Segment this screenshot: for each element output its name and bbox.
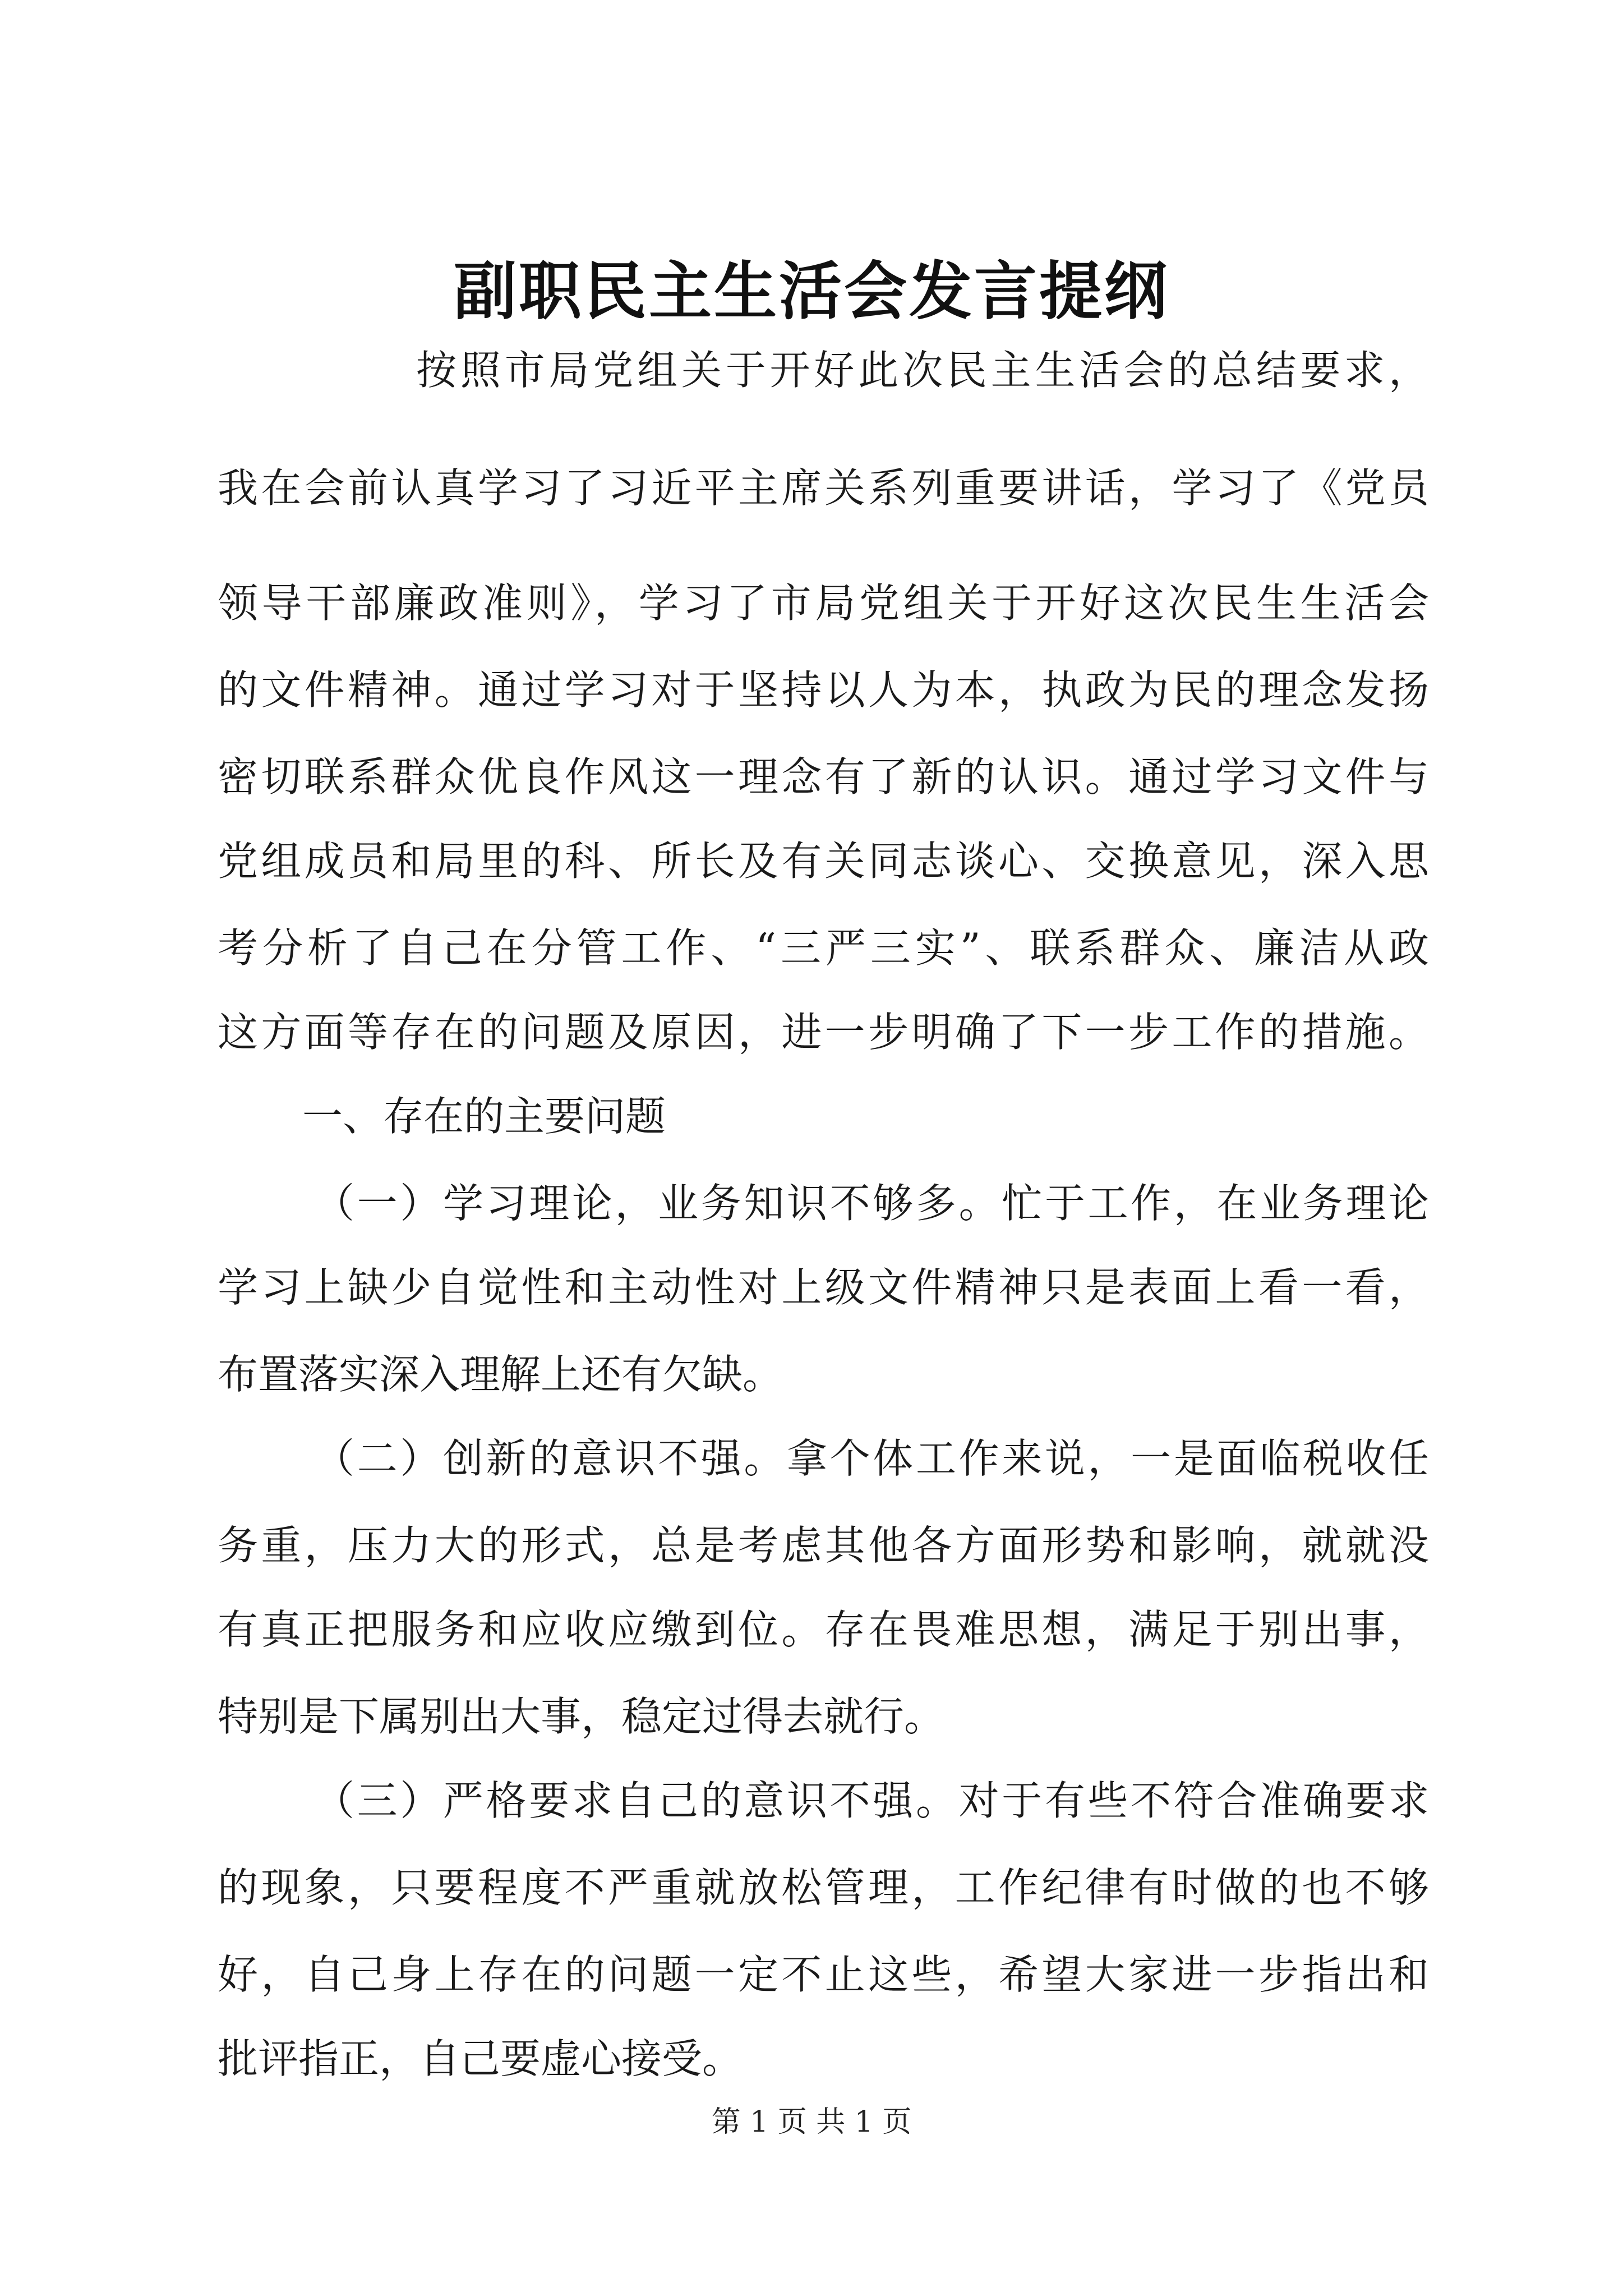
item-3-line-4: 批评指正，自己要虚心接受。 [218, 2035, 743, 2082]
item-1-line-1: （一）学习理论，业务知识不够多。忙于工作，在业务理论 [314, 1180, 1429, 1227]
paragraph-intro-line-8: 这方面等存在的问题及原因，进一步明确了下一步工作的措施。 [218, 1009, 1429, 1056]
paragraph-intro-line-4: 的文件精神。通过学习对于坚持以人为本，执政为民的理念发扬 [218, 666, 1429, 714]
document-title: 副职民主生活会发言提纲 [454, 255, 1169, 328]
item-2-line-2: 务重，压力大的形式，总是考虑其他各方面形势和影响，就就没 [218, 1522, 1429, 1569]
item-3-line-2: 的现象，只要程度不严重就放松管理，工作纪律有时做的也不够 [218, 1864, 1429, 1911]
item-2-line-3: 有真正把服务和应收应缴到位。存在畏难思想，满足于别出事， [218, 1606, 1429, 1653]
item-2-line-4: 特别是下属别出大事，稳定过得去就行。 [218, 1693, 945, 1740]
paragraph-intro-line-6: 党组成员和局里的科、所长及有关同志谈心、交换意见，深入思 [218, 838, 1429, 885]
item-3-line-1: （三）严格要求自己的意识不强。对于有些不符合准确要求 [314, 1777, 1429, 1824]
page-footer: 第 1 页 共 1 页 [711, 2105, 912, 2139]
item-3-line-3: 好，自己身上存在的问题一定不止这些，希望大家进一步指出和 [218, 1951, 1429, 1998]
section-heading: 一、存在的主要问题 [302, 1093, 666, 1140]
item-1-line-2: 学习上缺少自觉性和主动性对上级文件精神只是表面上看一看， [218, 1264, 1429, 1311]
paragraph-intro-line-1: 按照市局党组关于开好此次民主生活会的总结要求， [416, 347, 1429, 394]
paragraph-intro-line-7: 考分析了自己在分管工作、“三严三实”、联系群众、廉洁从政 [218, 924, 1429, 972]
item-1-line-3: 布置落实深入理解上还有欠缺。 [218, 1351, 783, 1398]
item-2-line-1: （二）创新的意识不强。拿个体工作来说，一是面临税收任 [314, 1435, 1429, 1482]
paragraph-intro-line-3: 领导干部廉政准则》，学习了市局党组关于开好这次民生生活会 [218, 579, 1429, 627]
paragraph-intro-line-5: 密切联系群众优良作风这一理念有了新的认识。通过学习文件与 [218, 753, 1429, 800]
paragraph-intro-line-2: 我在会前认真学习了习近平主席关系列重要讲话，学习了《党员 [218, 464, 1429, 512]
